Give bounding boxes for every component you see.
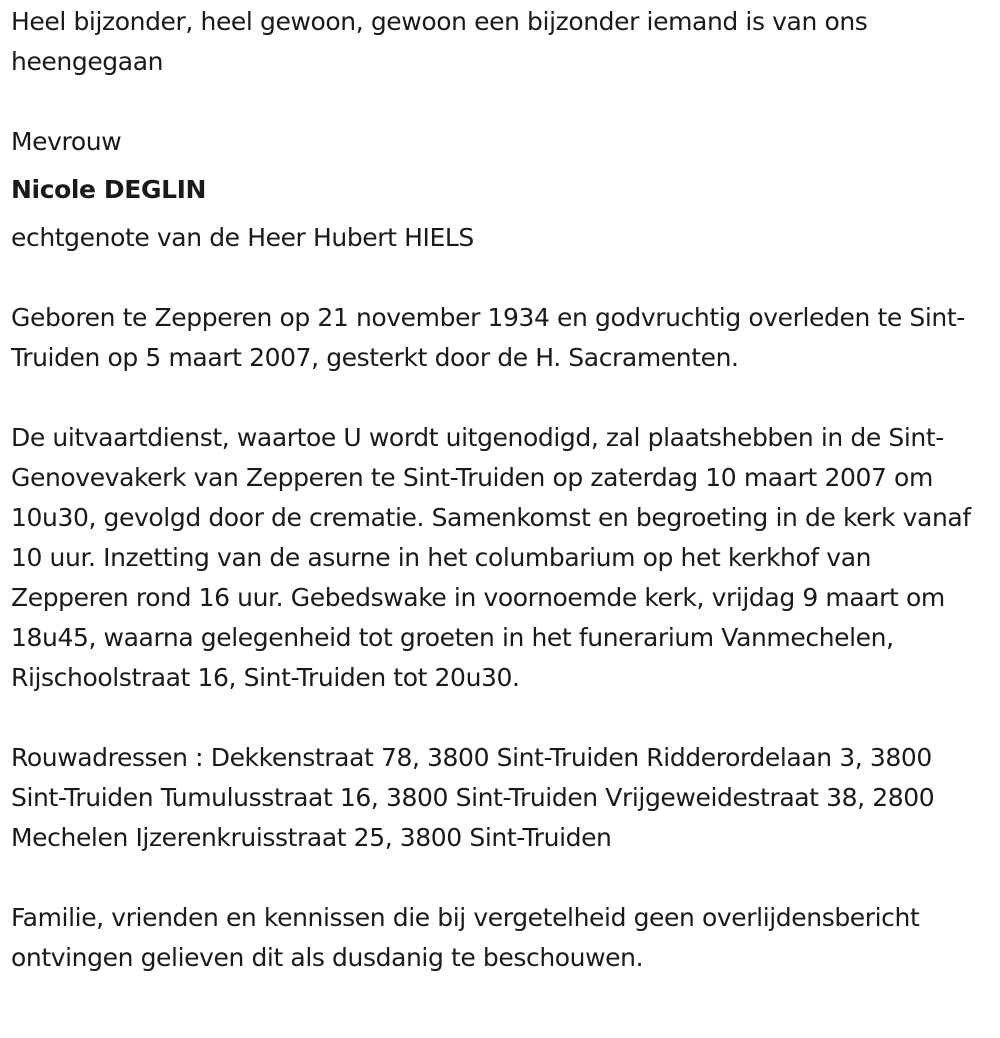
closing-text: Familie, vrienden en kennissen die bij vergetelheid geen overlijdensbericht ontvingen gelieven dit als dusdanig te beschouwen. xyxy=(11,903,920,972)
funeral-text: De uitvaartdienst, waartoe U wordt uitgenodigd, zal plaatshebben in de Sint-Genovevakerk van Zepperen te Sint-Truiden op zaterdag 10 maart 2007 om 10u30, gevolgd door de crematie. Samenkomst en begroeting in de kerk vanaf 10 uur. Inzetting van de asurne in het columbarium op het kerkhof van Zepperen rond 16 uur. Gebedswake in voornoemde kerk, vrijdag 9 maart om 18u45, waarna gelegenheid tot groeten in het funerarium Vanmechelen, Rijschoolstraat 16, Sint-Truiden tot 20u30. xyxy=(11,423,971,692)
death-notice xyxy=(11,2,991,978)
addresses-text: Rouwadressen : Dekkenstraat 78, 3800 Sint-Truiden Ridderordelaan 3, 3800 Sint-Truiden Tumulusstraat 16, 3800 Sint-Truiden Vrijgeweidestraat 38, 2800 Mechelen Ijzerenkruisstraat 25, 3800 Sint-Truiden xyxy=(11,743,935,852)
relation-text: echtgenote van de Heer Hubert HIELS xyxy=(11,223,474,252)
deceased-name: Nicole DEGLIN xyxy=(11,175,207,204)
intro-text: Heel bijzonder, heel gewoon, gewoon een bijzonder iemand is van ons heengegaan xyxy=(11,7,868,76)
salutation: Mevrouw xyxy=(11,127,122,156)
birth-death-text: Geboren te Zepperen op 21 november 1934 en godvruchtig overleden te Sint-Truiden op 5 maart 2007, gesterkt door de H. Sacramenten. xyxy=(11,303,965,372)
